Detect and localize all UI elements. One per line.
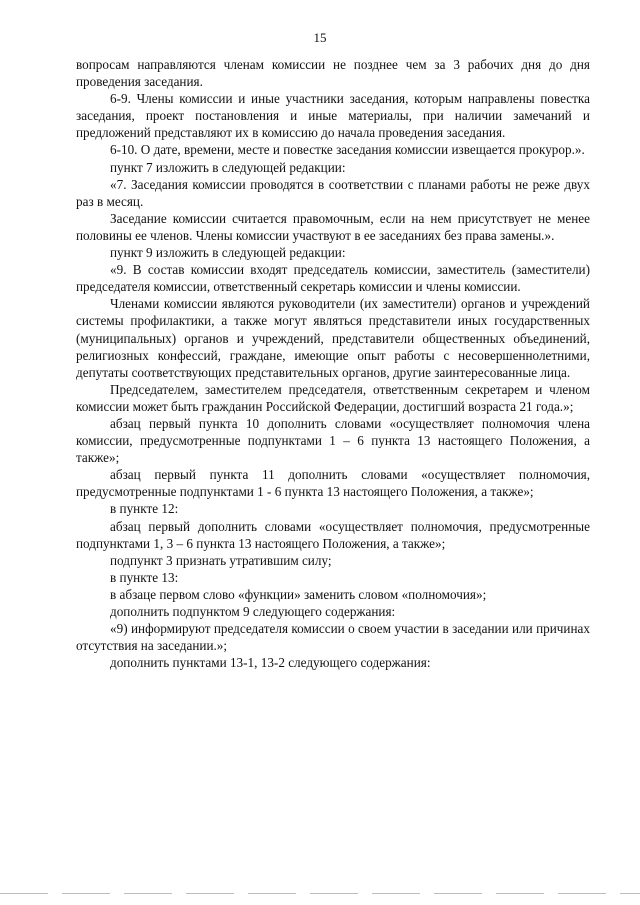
paragraph: Членами комиссии являются руководители (их заместители) органов и учреждений системы профилактики, а также могут являться представители иных государственных (муниципальных) органов и учреждений, представители общественных объединений, религиозных конфессий, граждане, имеющие опыт работы с несовершеннолетними, депутаты соответствующих представительных органов, другие заинтересованные лица.: [76, 296, 590, 380]
paragraph: вопросам направляются членам комиссии не позднее чем за 3 рабочих дня до дня проведения заседания.: [76, 57, 590, 90]
paragraph: абзац первый пункта 10 дополнить словами «осуществляет полномочия члена комиссии, предусмотренные подпунктами 1 – 6 пункта 13 настоящего Положения, а также»;: [76, 415, 590, 466]
paragraph: подпункт 3 признать утратившим силу;: [110, 552, 332, 568]
paragraph: пункт 7 изложить в следующей редакции:: [110, 159, 346, 175]
document-body: [76, 56, 590, 671]
paragraph: абзац первый дополнить словами «осуществляет полномочия, предусмотренные подпунктами 1, 3 – 6 пункта 13 настоящего Положения, а также»;: [76, 518, 590, 551]
scan-edge-line: [0, 893, 640, 894]
paragraph: Заседание комиссии считается правомочным, если на нем присутствует не менее половины ее членов. Члены комиссии участвуют в ее заседаниях без права замены.».: [76, 210, 590, 243]
paragraph: дополнить подпунктом 9 следующего содержания:: [110, 604, 396, 619]
paragraph: абзац первый пункта 11 дополнить словами «осуществляет полномочия, предусмотренные подпунктами 1 - 6 пункта 13 настоящего Положения, а также»;: [76, 467, 590, 500]
paragraph: пункт 9 изложить в следующей редакции:: [110, 245, 346, 261]
paragraph: 6-10. О дате, времени, месте и повестке заседания комиссии извещается прокурор.».: [110, 142, 585, 158]
paragraph: 6-9. Члены комиссии и иные участники заседания, которым направлены повестка заседания, проект постановления и иные материалы, при наличии замечаний и предложений представляют их в комиссию до начала проведения заседания.: [76, 91, 590, 141]
paragraph: Председателем, заместителем председателя, ответственным секретарем и членом комиссии может быть гражданин Российской Федерации, достигший возраста 21 года.»;: [76, 381, 590, 414]
paragraph: «7. Заседания комиссии проводятся в соответствии с планами работы не реже двух раз в месяц.: [76, 176, 590, 209]
paragraph: дополнить пунктами 13-1, 13-2 следующего содержания:: [110, 655, 431, 671]
paragraph: в пункте 12:: [110, 501, 179, 517]
paragraph: «9) информируют председателя комиссии о своем участии в заседании или причинах отсутствия на заседании.»;: [76, 621, 590, 654]
paragraph: в пункте 13:: [110, 569, 179, 585]
paragraph: в абзаце первом слово «функции» заменить словом «полномочия»;: [110, 586, 487, 602]
page-number: 15: [313, 30, 327, 45]
paragraph: «9. В состав комиссии входят председатель комиссии, заместитель (заместители) председателя комиссии, ответственный секретарь комиссии и члены комиссии.: [76, 262, 590, 295]
